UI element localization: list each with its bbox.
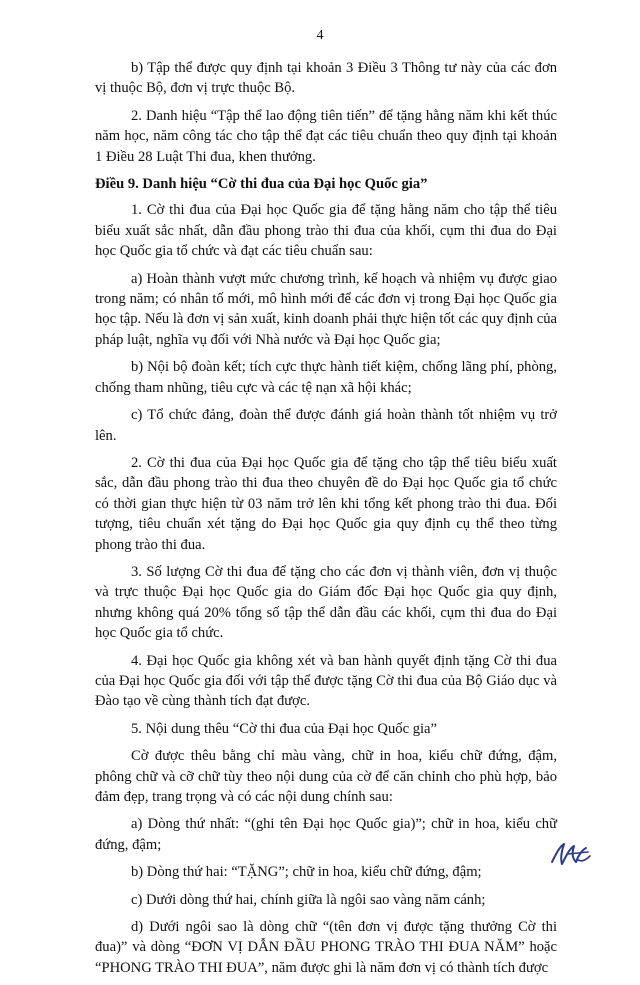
- paragraph: b) Tập thể được quy định tại khoản 3 Điều 3 Thông tư này của các đơn vị thuộc Bộ, đơn vị trực thuộc Bộ.: [95, 60, 557, 97]
- paragraph: 3. Số lượng Cờ thi đua để tặng cho các đơn vị thành viên, đơn vị thuộc và trực thuộc Đại học Quốc gia do Giám đốc Đại học Quốc gia quy định, nhưng không quá 20% tổng số tập thể dẫn đầu các khối, cụm thi đua do Đại học Quốc gia tổ chức.: [95, 563, 557, 642]
- paragraph: c) Tổ chức đảng, đoàn thể được đánh giá hoàn thành tốt nhiệm vụ trở lên.: [95, 407, 557, 444]
- paragraph: 4. Đại học Quốc gia không xét và ban hành quyết định tặng Cờ thi đua của Đại học Quốc gia đối với tập thể được tặng Cờ thi đua của Bộ Giáo dục và Đào tạo về cùng thành tích đạt được.: [95, 652, 557, 710]
- signature-tail: [578, 856, 590, 861]
- document-body: [95, 58, 557, 985]
- paragraph: 2. Cờ thi đua của Đại học Quốc gia để tặng cho tập thể tiêu biểu xuất sắc, dẫn đầu phong trào thi đua theo chuyên đề do Đại học Quốc gia tổ chức có thời gian thực hiện từ 03 năm trở lên khi tổng kết phong trào thi đua. Đối tượng, tiêu chuẩn xét tặng do Đại học Quốc gia quy định cụ thể theo từng phong trào thi đua.: [95, 454, 557, 553]
- paragraph: a) Hoàn thành vượt mức chương trình, kế hoạch và nhiệm vụ được giao trong năm; có nhân tố mới, mô hình mới để các đơn vị trong Đại học Quốc gia học tập. Nếu là đơn vị sản xuất, kinh doanh phải thực hiện tốt các quy định của pháp luật, nghĩa vụ đối với Nhà nước và Đại học Quốc gia;: [95, 270, 557, 348]
- page-number: 4: [316, 28, 324, 43]
- paragraph: a) Dòng thứ nhất: “(ghi tên Đại học Quốc gia)”; chữ in hoa, kiểu chữ đứng, đậm;: [95, 816, 557, 853]
- paragraph: 2. Danh hiệu “Tập thể lao động tiên tiến” để tặng hằng năm khi kết thúc năm học, năm công tác cho tập thể đạt các tiêu chuẩn theo quy định tại khoản 1 Điều 28 Luật Thi đua, khen thưởng.: [95, 107, 557, 165]
- paragraph: d) Dưới ngôi sao là dòng chữ “(tên đơn vị được tặng thưởng Cờ thi đua)” và dòng “ĐƠN VỊ DẪN ĐẦU PHONG TRÀO THI ĐUA NĂM” hoặc “PHONG TRÀO THI ĐUA”, năm được ghi là năm đơn vị có thành tích được: [95, 919, 557, 976]
- signature-crossbar: [568, 852, 588, 854]
- paragraph: b) Nội bộ đoàn kết; tích cực thực hành tiết kiệm, chống lãng phí, phòng, chống tham nhũng, tiêu cực và các tệ nạn xã hội khác;: [95, 359, 557, 396]
- paragraph: 1. Cờ thi đua của Đại học Quốc gia để tặng hằng năm cho tập thể tiêu biểu xuất sắc nhất, dẫn đầu phong trào thi đua của khối, cụm thi đua do Đại học Quốc gia tổ chức và đạt các tiêu chuẩn sau:: [95, 202, 557, 260]
- initials-signature: [548, 836, 594, 870]
- paragraph: b) Dòng thứ hai: “TẶNG”; chữ in hoa, kiểu chữ đứng, đậm;: [131, 864, 482, 881]
- paragraph: c) Dưới dòng thứ hai, chính giữa là ngôi sao vàng năm cánh;: [131, 891, 486, 908]
- section-heading: Điều 9. Danh hiệu “Cờ thi đua của Đại học Quốc gia”: [95, 176, 428, 193]
- paragraph: 5. Nội dung thêu “Cờ thi đua của Đại học Quốc gia”: [131, 720, 437, 737]
- paragraph: Cờ được thêu bằng chỉ màu vàng, chữ in hoa, kiểu chữ đứng, đậm, phông chữ và cỡ chữ tùy theo nội dung của cờ để căn chỉnh cho phù hợp, bảo đảm đẹp, trang trọng và có các nội dung chính sau:: [95, 748, 557, 805]
